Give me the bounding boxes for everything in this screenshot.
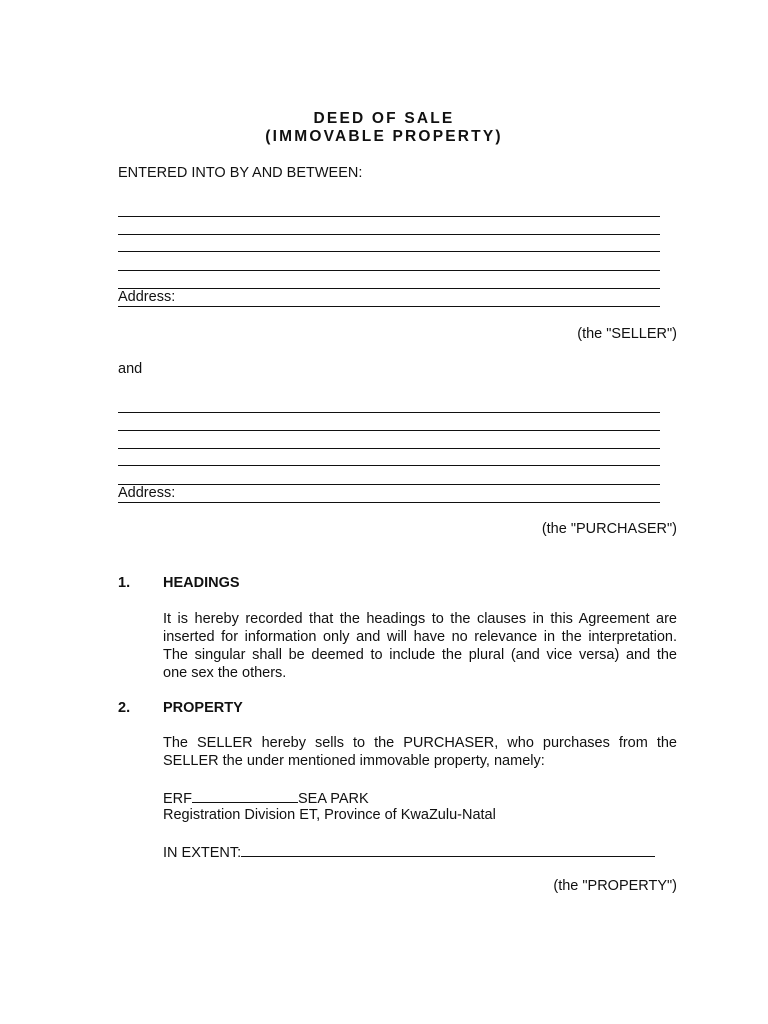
seller-line-2 [118, 234, 660, 235]
section-number: 2. [118, 700, 131, 716]
section-number: 1. [118, 575, 131, 591]
purchaser-address-line [118, 484, 660, 503]
property-designation: (the "PROPERTY") [553, 878, 677, 894]
purchaser-line-3 [118, 448, 660, 449]
seller-designation: (the "SELLER") [577, 326, 677, 342]
paragraph-line: The SELLER hereby sells to the PURCHASER, who purchases from the [163, 735, 677, 751]
document-title: DEED OF SALE [313, 110, 455, 127]
section-heading: PROPERTY [163, 700, 243, 716]
intro-text: ENTERED INTO BY AND BETWEEN: [118, 165, 363, 181]
purchaser-address-label: Address: [118, 485, 176, 501]
purchaser-line-1 [118, 412, 660, 413]
and-text: and [118, 361, 143, 377]
erf-line [163, 788, 369, 808]
purchaser-designation: (the "PURCHASER") [541, 521, 677, 537]
seller-line-3 [118, 251, 660, 252]
seller-line-4 [118, 270, 660, 271]
paragraph-line: SELLER the under mentioned immovable property, namely: [163, 753, 545, 769]
extent-label: IN EXTENT: [163, 845, 242, 861]
purchaser-line-4 [118, 465, 660, 466]
seller-line-1 [118, 216, 660, 217]
paragraph-line: It is hereby recorded that the headings to the clauses in this Agreement are [163, 611, 677, 627]
extent-line [163, 842, 655, 862]
seller-address-line [118, 288, 660, 307]
section-heading: HEADINGS [163, 575, 240, 591]
document-subtitle: (IMMOVABLE PROPERTY) [265, 128, 503, 145]
paragraph-line: one sex the others. [163, 665, 287, 681]
purchaser-line-2 [118, 430, 660, 431]
seller-address-label: Address: [118, 289, 176, 305]
paragraph-line: The singular shall be deemed to include the plural (and vice versa) and the [163, 647, 677, 663]
paragraph-line: inserted for information only and will have no relevance in the interpretation. [163, 629, 677, 645]
erf-number-blank [192, 788, 298, 803]
erf-label: ERF [163, 791, 192, 807]
extent-blank [241, 842, 655, 857]
erf-suburb: SEA PARK [298, 791, 369, 807]
registration-division: Registration Division ET, Province of KwaZulu-Natal [163, 807, 496, 823]
section-paragraph [163, 734, 677, 770]
section-paragraph [163, 610, 677, 682]
